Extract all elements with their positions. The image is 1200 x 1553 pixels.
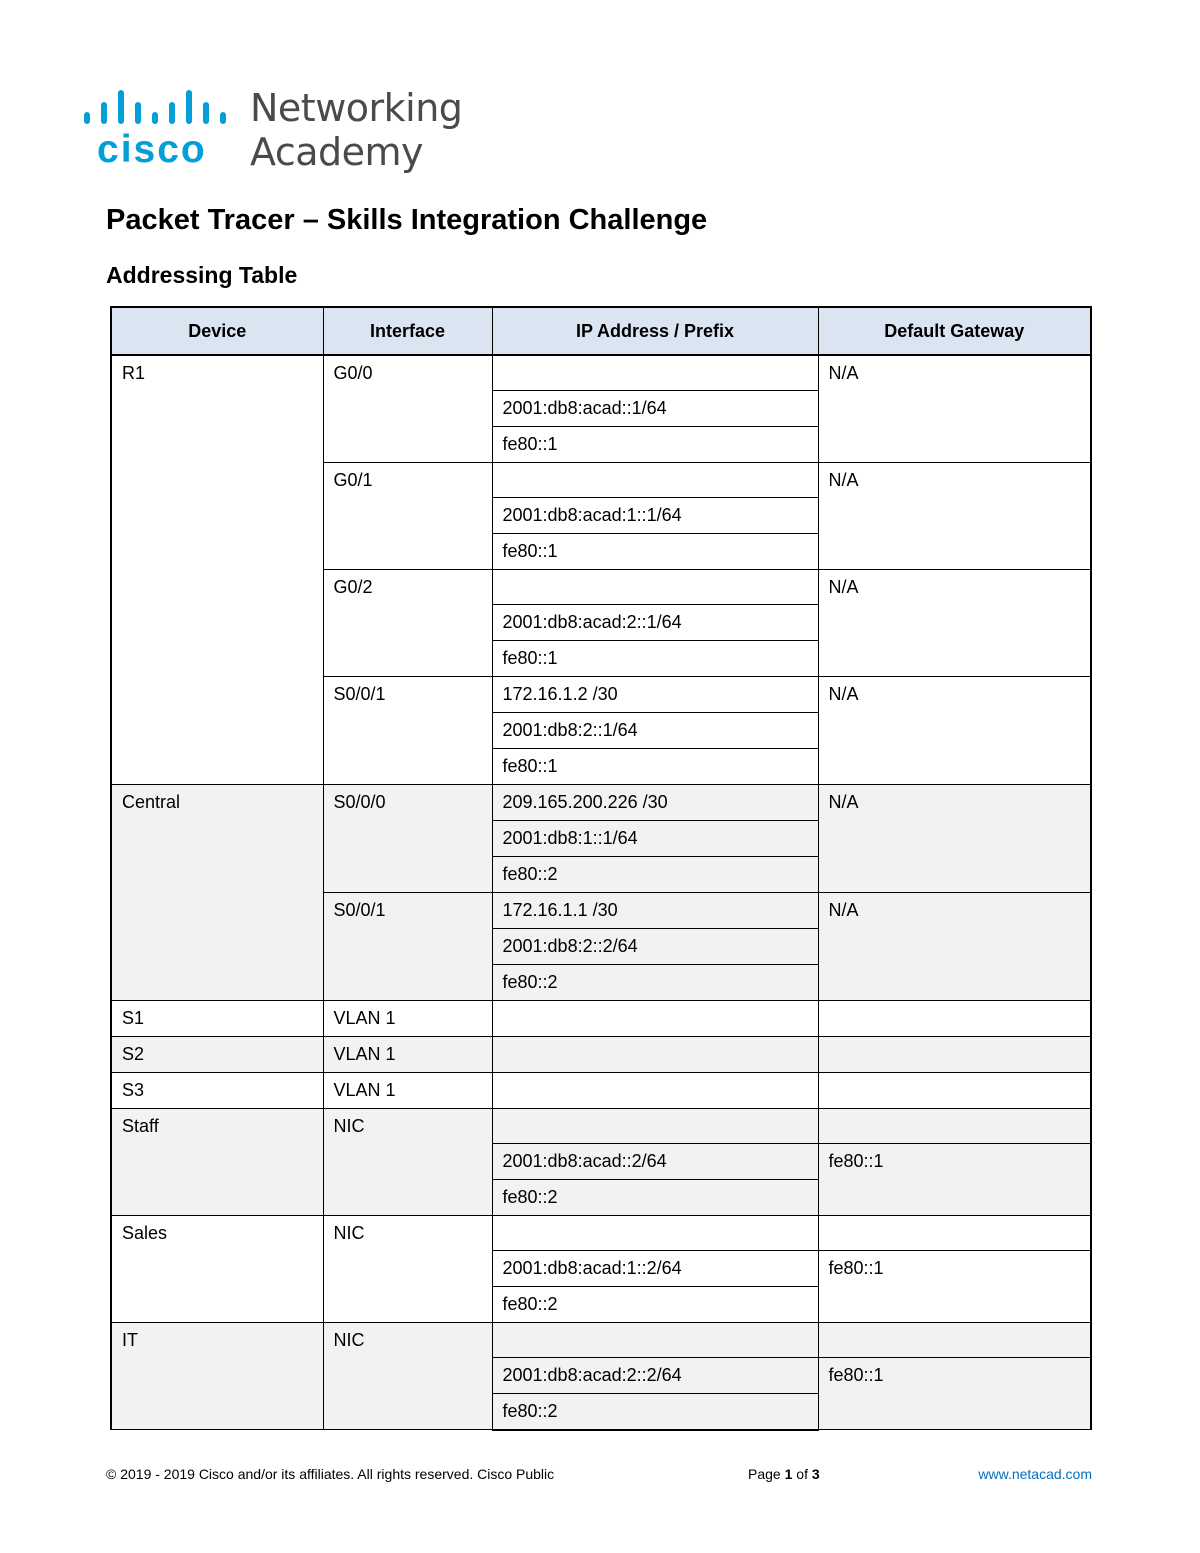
- cisco-bars-icon: [84, 88, 234, 128]
- cell-ip-address: fe80::1: [492, 748, 818, 784]
- cell-default-gateway: N/A: [818, 355, 1091, 462]
- footer-copyright: © 2019 - 2019 Cisco and/or its affiliates. All rights reserved. Cisco Public: [106, 1466, 555, 1482]
- cell-default-gateway: N/A: [818, 462, 1091, 569]
- cell-ip-address: 209.165.200.226 /30: [492, 784, 818, 820]
- cell-interface: G0/2: [323, 569, 492, 676]
- cell-interface: VLAN 1: [323, 1072, 492, 1108]
- cell-default-gateway: [818, 1000, 1091, 1036]
- addressing-table: [110, 306, 1092, 1431]
- cell-interface: NIC: [323, 1215, 492, 1322]
- cell-interface: S0/0/0: [323, 784, 492, 892]
- cell-default-gateway: [818, 1215, 1091, 1250]
- cell-ip-address: 172.16.1.1 /30: [492, 892, 818, 928]
- cell-ip-address: 2001:db8:acad::2/64: [492, 1143, 818, 1179]
- cell-ip-address: fe80::1: [492, 533, 818, 569]
- page-of: of: [792, 1466, 812, 1482]
- cisco-networking-academy-logo: [84, 86, 484, 178]
- cell-ip-address: fe80::2: [492, 1393, 818, 1430]
- cell-ip-address: [492, 462, 818, 497]
- table-header-row: [111, 307, 1091, 355]
- cell-device: S1: [111, 1000, 323, 1036]
- page-current: 1: [784, 1466, 793, 1482]
- page-prefix: Page: [748, 1466, 785, 1482]
- cell-device: S3: [111, 1072, 323, 1108]
- table-row: [111, 1072, 1091, 1108]
- cell-ip-address: 2001:db8:acad:2::2/64: [492, 1357, 818, 1393]
- table-row: [111, 1036, 1091, 1072]
- header-default-gateway: Default Gateway: [818, 307, 1091, 355]
- cell-default-gateway: [818, 1108, 1091, 1143]
- cell-default-gateway: N/A: [818, 569, 1091, 676]
- footer-website-link[interactable]: www.netacad.com: [978, 1466, 1092, 1482]
- cell-default-gateway: N/A: [818, 892, 1091, 1000]
- footer-page-number: [748, 1465, 820, 1483]
- cell-device: Central: [111, 784, 323, 1000]
- logo-academy: Academy: [250, 130, 424, 174]
- cell-interface: G0/1: [323, 462, 492, 569]
- header-device: Device: [111, 307, 323, 355]
- cell-default-gateway: fe80::1: [818, 1357, 1091, 1430]
- cell-ip-address: [492, 1322, 818, 1357]
- cell-default-gateway: [818, 1036, 1091, 1072]
- cell-ip-address: 2001:db8:1::1/64: [492, 820, 818, 856]
- cell-ip-address: [492, 1072, 818, 1108]
- cell-default-gateway: N/A: [818, 676, 1091, 784]
- header-ip-address: IP Address / Prefix: [492, 307, 818, 355]
- table-row: [111, 355, 1091, 390]
- cell-interface: NIC: [323, 1108, 492, 1215]
- cell-ip-address: 2001:db8:2::2/64: [492, 928, 818, 964]
- cell-interface: NIC: [323, 1322, 492, 1430]
- cell-default-gateway: fe80::1: [818, 1250, 1091, 1322]
- cell-default-gateway: [818, 1072, 1091, 1108]
- logo-networking: Networking: [250, 86, 463, 130]
- cell-device: Sales: [111, 1215, 323, 1322]
- table-row: [111, 1000, 1091, 1036]
- cell-ip-address: fe80::2: [492, 964, 818, 1000]
- cell-ip-address: [492, 1108, 818, 1143]
- cell-default-gateway: [818, 1322, 1091, 1357]
- cell-interface: S0/0/1: [323, 892, 492, 1000]
- cell-ip-address: fe80::2: [492, 856, 818, 892]
- page-total: 3: [811, 1466, 820, 1482]
- cisco-wordmark: cisco: [97, 128, 207, 171]
- section-title: Addressing Table: [106, 262, 298, 288]
- cell-default-gateway: N/A: [818, 784, 1091, 892]
- cell-ip-address: 2001:db8:acad:2::1/64: [492, 604, 818, 640]
- cell-interface: S0/0/1: [323, 676, 492, 784]
- table-row: [111, 1108, 1091, 1143]
- table-row: [111, 784, 1091, 820]
- cell-device: R1: [111, 355, 323, 784]
- cell-ip-address: fe80::2: [492, 1286, 818, 1322]
- cell-ip-address: [492, 569, 818, 604]
- cell-ip-address: 172.16.1.2 /30: [492, 676, 818, 712]
- cell-interface: G0/0: [323, 355, 492, 462]
- cell-device: IT: [111, 1322, 323, 1430]
- cell-device: S2: [111, 1036, 323, 1072]
- table-row: [111, 1215, 1091, 1250]
- cell-ip-address: fe80::2: [492, 1179, 818, 1215]
- cell-ip-address: [492, 1036, 818, 1072]
- cell-ip-address: 2001:db8:acad::1/64: [492, 390, 818, 426]
- cell-ip-address: fe80::1: [492, 640, 818, 676]
- cell-interface: VLAN 1: [323, 1000, 492, 1036]
- cell-interface: VLAN 1: [323, 1036, 492, 1072]
- cell-ip-address: 2001:db8:acad:1::2/64: [492, 1250, 818, 1286]
- cell-ip-address: [492, 1000, 818, 1036]
- cell-ip-address: [492, 1215, 818, 1250]
- table-row: [111, 1322, 1091, 1357]
- cell-ip-address: fe80::1: [492, 426, 818, 462]
- cell-device: Staff: [111, 1108, 323, 1215]
- cell-default-gateway: fe80::1: [818, 1143, 1091, 1215]
- cell-ip-address: 2001:db8:acad:1::1/64: [492, 497, 818, 533]
- header-interface: Interface: [323, 307, 492, 355]
- cell-ip-address: 2001:db8:2::1/64: [492, 712, 818, 748]
- page-title: Packet Tracer – Skills Integration Challenge: [106, 204, 708, 236]
- cell-ip-address: [492, 355, 818, 390]
